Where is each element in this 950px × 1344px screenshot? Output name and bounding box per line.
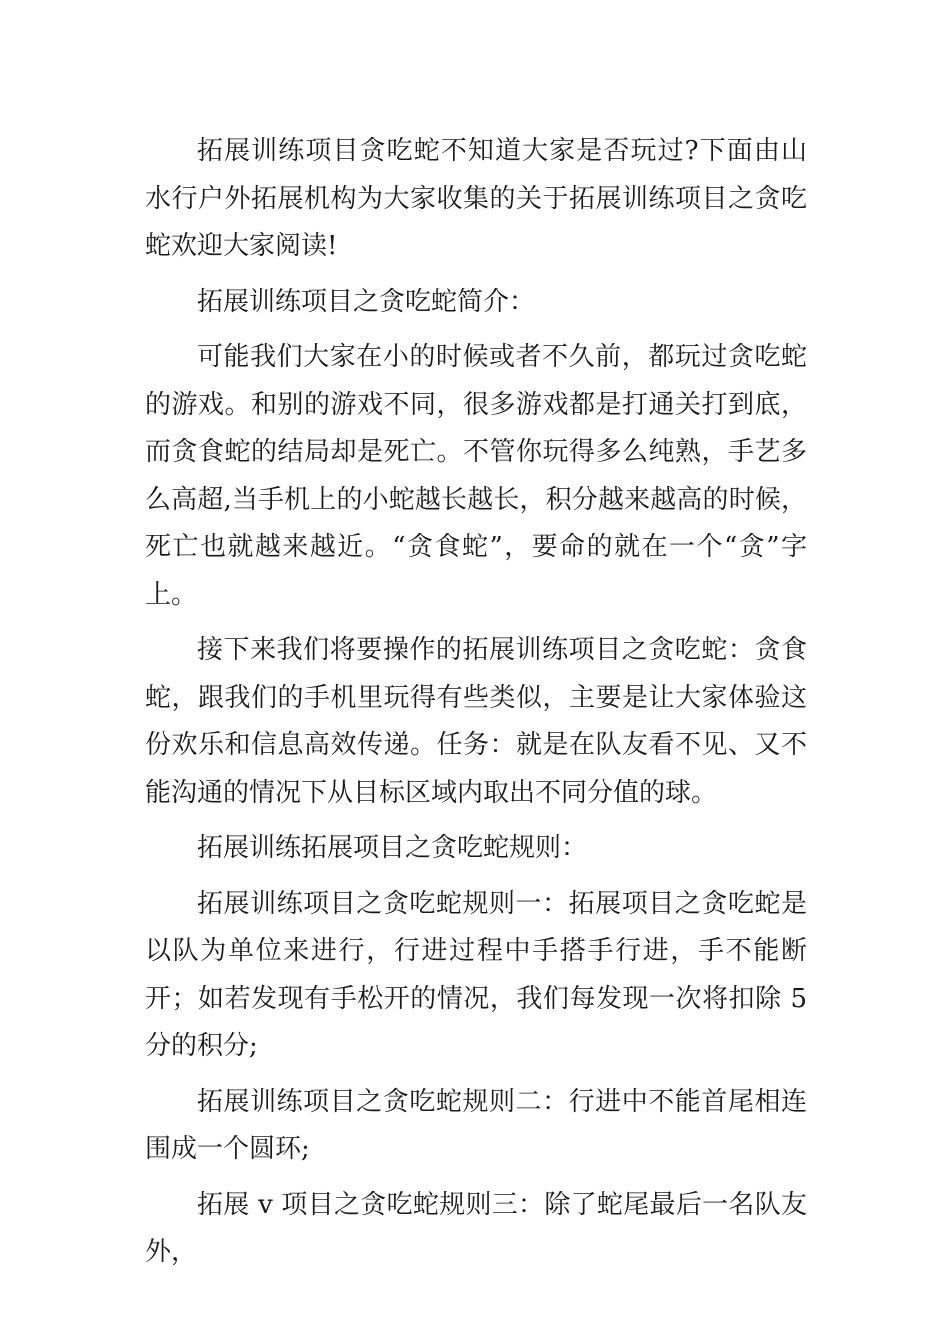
rule-one-paragraph: 拓展训练项目之贪吃蛇规则一：拓展项目之贪吃蛇是以队为单位来进行，行进过程中手搭手行进，手不能断开；如若发现有手松开的情况，我们每发现一次将扣除 5 分的积分; [145,888,807,1061]
intro-paragraph: 拓展训练项目贪吃蛇不知道大家是否玩过?下面由山水行户外拓展机构为大家收集的关于拓展训练项目之贪吃蛇欢迎大家阅读! [145,136,807,261]
introduction-paragraph: 可能我们大家在小的时候或者不久前，都玩过贪吃蛇的游戏。和别的游戏不同，很多游戏都是打通关打到底，而贪食蛇的结局却是死亡。不管你玩得多么纯熟，手艺多么高超,当手机上的小蛇越长越长，积分越来越高的时候，死亡也就越来越近。“贪食蛇”，要命的就在一个“贪”字上。 [145,342,807,610]
task-paragraph: 接下来我们将要操作的拓展训练项目之贪吃蛇：贪食蛇，跟我们的手机里玩得有些类似，主要是让大家体验这份欢乐和信息高效传递。任务：就是在队友看不见、又不能沟通的情况下从目标区域内取出不同分值的球。 [145,635,807,808]
section-heading-rules: 拓展训练拓展项目之贪吃蛇规则： [197,833,588,863]
section-heading-introduction: 拓展训练项目之贪吃蛇简介： [197,286,536,317]
document-body [145,128,807,1285]
rule-three-paragraph: 拓展 v 项目之贪吃蛇规则三：除了蛇尾最后一名队友外， [145,1189,807,1267]
rule-two-paragraph: 拓展训练项目之贪吃蛇规则二：行进中不能首尾相连围成一个圆环; [145,1086,807,1164]
